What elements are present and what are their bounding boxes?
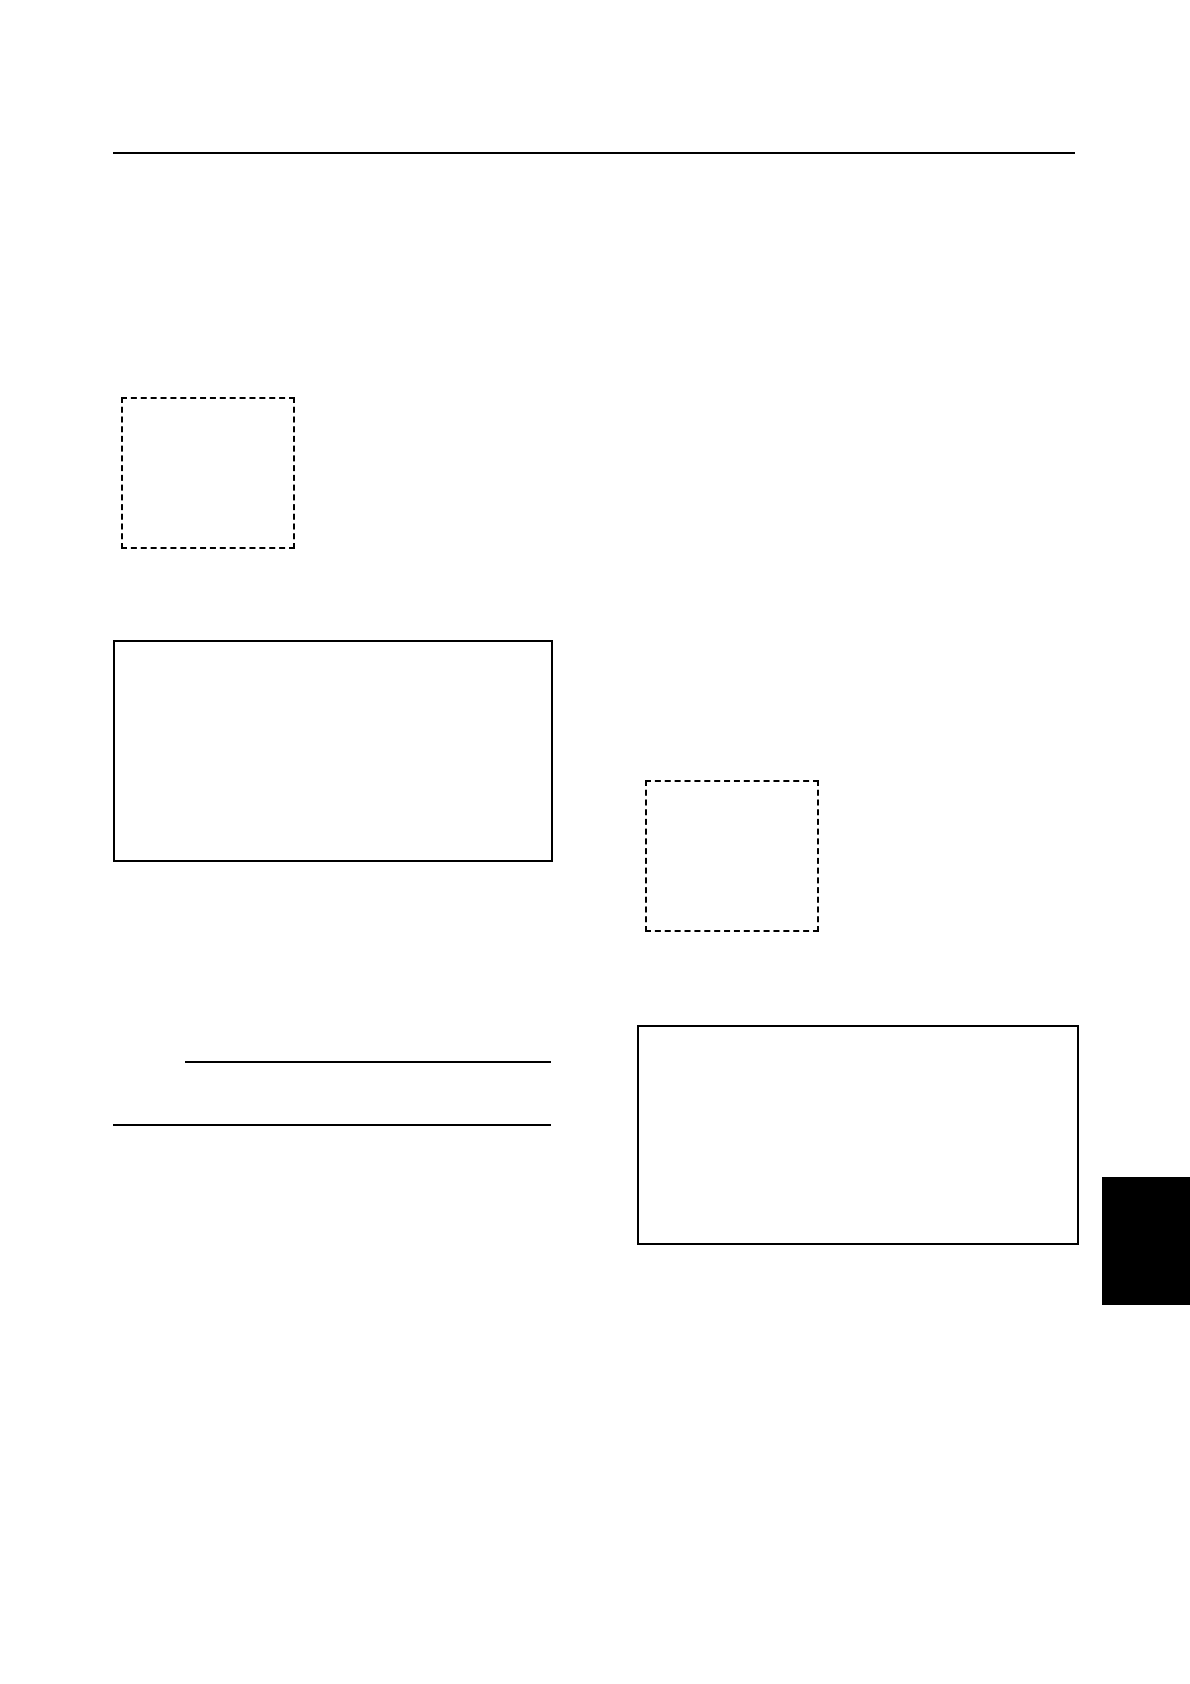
continuity-point [293,768,311,786]
continuity-point [435,801,453,819]
continuity-point [913,1153,931,1171]
continuity-point [506,833,524,851]
continuity-table-right [637,1025,1079,1245]
note-rule-bottom [113,1124,551,1126]
continuity-point [223,768,241,786]
continuity-point [1017,1153,1035,1171]
continuity-point [363,801,381,819]
continuity-point [435,833,453,851]
continuity-point [363,833,381,851]
note-rule-top [185,1061,551,1063]
chapter-tab [1102,1177,1190,1305]
header-rule [113,152,1075,154]
